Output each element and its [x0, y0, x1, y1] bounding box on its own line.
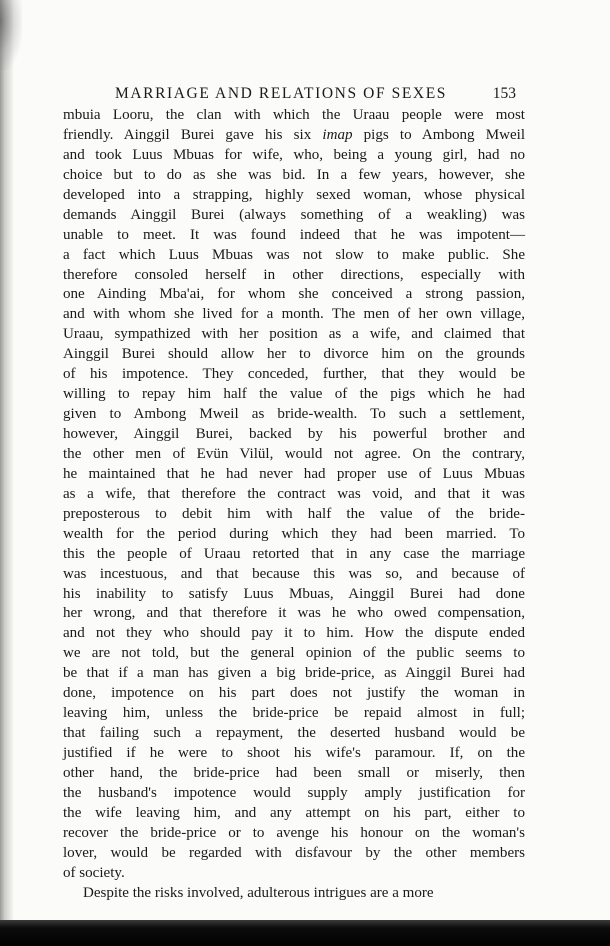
text-line: Ainggil Burei should allow her to divorce him on the grounds: [63, 346, 525, 363]
scan-bottom-edge: [0, 920, 610, 946]
text-line: he maintained that he had never had proper use of Luus Mbuas: [63, 465, 525, 482]
text-line: Uraau, sympathized with her position as a wife, and claimed that: [63, 326, 525, 343]
text-line: this the people of Uraau retorted that in any case the marriage: [63, 545, 525, 562]
text-line: unable to meet. It was found indeed that he was impotent—: [63, 226, 525, 243]
text-line: leaving him, unless the bride-price be repaid almost in full;: [63, 705, 525, 722]
text-line: preposterous to debit him with half the value of the bride-: [63, 505, 525, 522]
text-line: her wrong, and that therefore it was he who owed compensation,: [63, 605, 525, 622]
text-line: given to Ambong Mweil as bride-wealth. To such a settlement,: [63, 406, 525, 423]
text-line: that failing such a repayment, the deserted husband would be: [63, 725, 525, 742]
text-line: the wife leaving him, and any attempt on his part, either to: [63, 804, 525, 821]
text-line: justified if he were to shoot his wife's paramour. If, on the: [63, 745, 525, 761]
text-line: and with whom she lived for a month. The men of her own village,: [63, 306, 525, 323]
text-line: be that if a man has given a big bride-price, as Ainggil Burei had: [63, 665, 525, 682]
text-line: willing to repay him half the value of the pigs which he had: [63, 386, 525, 403]
text-line: and not they who should pay it to him. How the dispute ended: [63, 625, 525, 642]
page-number: 153: [492, 85, 516, 102]
text-line: recover the bride-price or to avenge his honour on the woman's: [63, 824, 525, 841]
text-line: we are not told, but the general opinion of the public seems to: [63, 645, 525, 662]
running-header-title: MARRIAGE AND RELATIONS OF SEXES: [114, 85, 448, 102]
text-line: [63, 126, 525, 146]
text-line: his inability to satisfy Luus Mbuas, Ainggil Burei had done: [63, 585, 525, 602]
text-line: mbuia Looru, the clan with which the Uraau people were most: [63, 107, 525, 123]
text-line: however, Ainggil Burei, backed by his powerful brother and: [63, 426, 525, 442]
text-line: choice but to do as she was bid. In a few years, however, she: [63, 166, 525, 183]
scan-corner-mark: [0, 0, 22, 70]
text-line: demands Ainggil Burei (always something of a weakling) was: [63, 206, 525, 223]
text-line: as a wife, that therefore the contract was void, and that it was: [63, 485, 525, 502]
text-line: of society.: [63, 864, 125, 881]
text-line: developed into a strapping, highly sexed woman, whose physical: [63, 186, 525, 203]
text-run: friendly. Ainggil Burei gave his six: [63, 126, 323, 143]
scan-left-gutter: [0, 0, 14, 946]
body-text: [63, 106, 525, 904]
text-line: a fact which Luus Mbuas was not slow to make public. She: [63, 246, 525, 263]
text-line: other hand, the bride-price had been small or miserly, then: [63, 764, 525, 781]
italic-term: imap: [322, 126, 353, 143]
text-line: and took Luus Mbuas for wife, who, being a young girl, had no: [63, 146, 525, 163]
text-run: pigs to Ambong Mweil: [352, 126, 526, 143]
text-line: the husband's impotence would supply amply justification for: [63, 784, 525, 801]
text-line: done, impotence on his part does not justify the woman in: [63, 685, 525, 702]
text-line: therefore consoled herself in other directions, especially with: [63, 266, 525, 283]
text-line: of his impotence. They conceded, further, that they would be: [63, 366, 525, 383]
text-line: one Ainding Mba'ai, for whom she conceived a strong passion,: [63, 286, 525, 303]
text-line: wealth for the period during which they had been married. To: [63, 525, 525, 542]
text-line: the other men of Evün Vilül, would not agree. On the contrary,: [63, 445, 525, 462]
text-line: was incestuous, and that because this was so, and because of: [63, 565, 525, 582]
text-line: lover, would be regarded with disfavour by the other members: [63, 844, 525, 861]
text-line: Despite the risks involved, adulterous intrigues are a more: [83, 884, 434, 901]
